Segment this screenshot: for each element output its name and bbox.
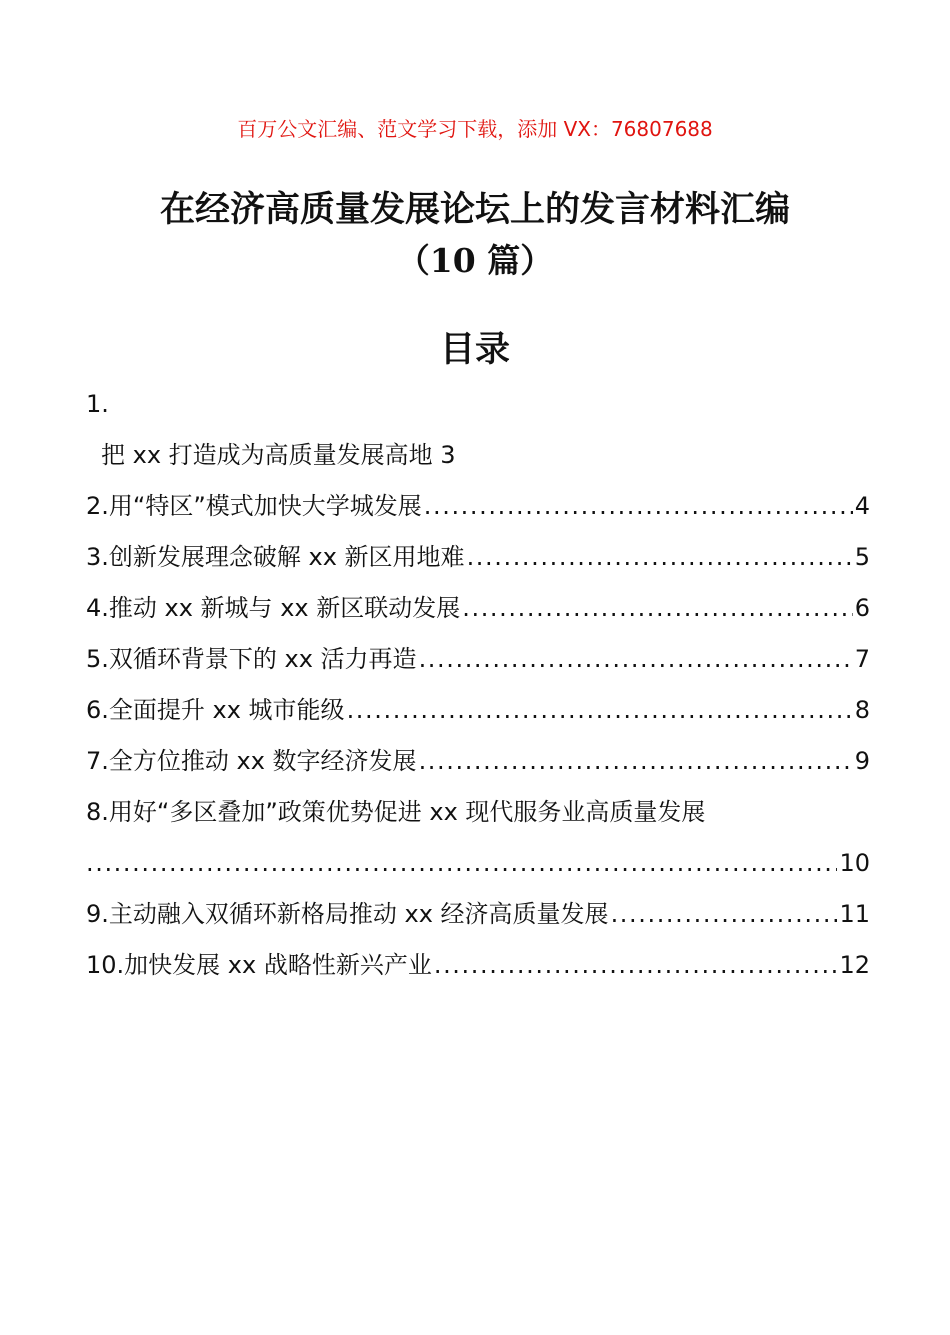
toc-item-4[interactable] bbox=[86, 584, 870, 635]
toc-item-text: 把 xx 打造成为高质量发展高地 3 bbox=[101, 441, 456, 469]
toc-dot-leader bbox=[611, 890, 838, 938]
toc-dot-leader bbox=[86, 839, 837, 887]
toc-page-number: 7 bbox=[854, 645, 870, 673]
toc-page-number: 11 bbox=[839, 900, 870, 928]
document-subtitle: （10 篇） bbox=[396, 241, 554, 280]
toc-dot-leader bbox=[419, 737, 853, 785]
toc-item-2[interactable] bbox=[86, 482, 870, 533]
toc-page-number: 12 bbox=[839, 951, 870, 979]
toc-item-1[interactable] bbox=[86, 431, 870, 482]
toc-item-text: 2.用“特区”模式加快大学城发展 bbox=[86, 492, 422, 520]
toc-dot-leader bbox=[434, 941, 838, 989]
toc-page-number: 10 bbox=[839, 849, 870, 877]
toc-item-text: 5.双循环背景下的 xx 活力再造 bbox=[86, 645, 417, 673]
toc-item-6[interactable] bbox=[86, 686, 870, 737]
toc-item-text: 10.加快发展 xx 战略性新兴产业 bbox=[86, 951, 432, 979]
toc-item-text: 8.用好“多区叠加”政策优势促进 xx 现代服务业高质量发展 bbox=[86, 798, 706, 826]
toc-item-3[interactable] bbox=[86, 533, 870, 584]
toc-heading: 目录 bbox=[439, 330, 510, 370]
toc-page-number: 5 bbox=[854, 543, 870, 571]
toc-item-text: 4.推动 xx 新城与 xx 新区联动发展 bbox=[86, 594, 461, 622]
toc-page-number: 4 bbox=[854, 492, 870, 520]
toc-dot-leader bbox=[419, 635, 853, 683]
toc-item-number: 1. bbox=[86, 390, 109, 418]
toc-item-text: 7.全方位推动 xx 数字经济发展 bbox=[86, 747, 417, 775]
toc-dot-leader bbox=[462, 584, 852, 632]
toc-page-number: 8 bbox=[854, 696, 870, 724]
toc-item-10[interactable] bbox=[86, 941, 870, 992]
toc-item-text: 9.主动融入双循环新格局推动 xx 经济高质量发展 bbox=[86, 900, 609, 928]
toc-item-9[interactable] bbox=[86, 890, 870, 941]
toc-item-7[interactable] bbox=[86, 737, 870, 788]
toc-item-5[interactable] bbox=[86, 635, 870, 686]
table-of-contents bbox=[86, 380, 870, 992]
toc-item-text: 3.创新发展理念破解 xx 新区用地难 bbox=[86, 543, 465, 571]
toc-dot-leader bbox=[467, 533, 853, 581]
toc-item-1-number[interactable] bbox=[86, 380, 870, 431]
toc-item-8-page-line[interactable] bbox=[86, 839, 870, 890]
toc-page-number: 9 bbox=[854, 747, 870, 775]
toc-item-text: 6.全面提升 xx 城市能级 bbox=[86, 696, 345, 724]
toc-item-8[interactable] bbox=[86, 788, 870, 839]
document-title: 在经济高质量发展论坛上的发言材料汇编 bbox=[159, 190, 790, 230]
header-promo-note: 百万公文汇编、范文学习下载，添加 VX：76807688 bbox=[237, 117, 713, 141]
toc-dot-leader bbox=[347, 686, 853, 734]
toc-dot-leader bbox=[424, 482, 853, 530]
toc-page-number: 6 bbox=[854, 594, 870, 622]
